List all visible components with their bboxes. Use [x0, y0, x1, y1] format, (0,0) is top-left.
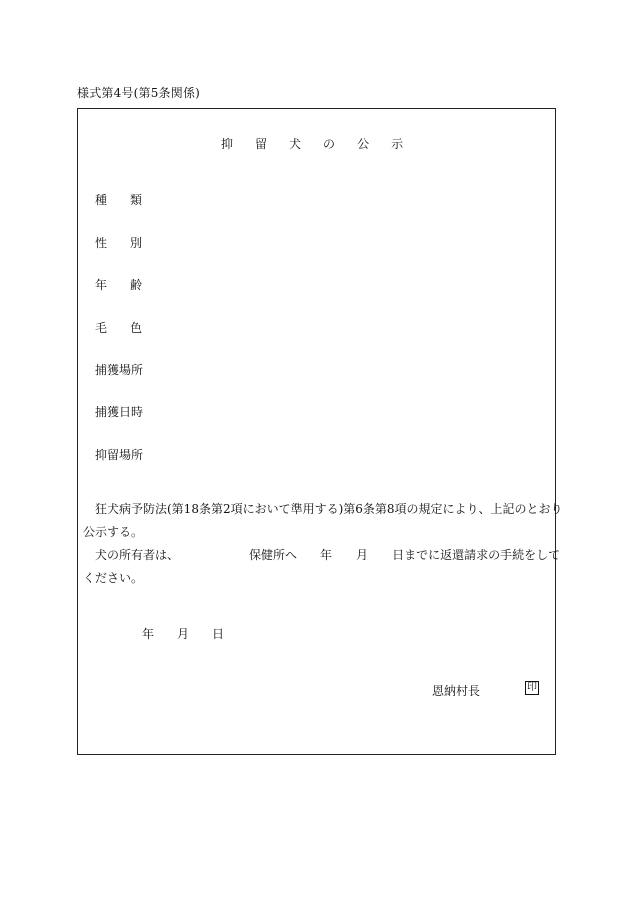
- date-year: 年: [142, 627, 155, 641]
- title-char: 抑: [221, 137, 234, 151]
- title-char: 犬: [289, 137, 302, 151]
- notice-line-3: 犬の所有者は、 保健所へ 年 月 日までに返還請求の手続をして: [95, 548, 561, 562]
- notice-line-2: 公示する。: [83, 525, 144, 539]
- title-char: の: [323, 137, 336, 151]
- field-capture-place: 捕獲場所: [95, 363, 144, 377]
- field-capture-datetime: 捕獲日時: [95, 405, 144, 419]
- title-char: 留: [255, 137, 268, 151]
- document-title: [221, 135, 403, 152]
- date-month: 月: [177, 627, 190, 641]
- mayor-signature: 恩納村長: [432, 684, 481, 698]
- notice-form-frame: [77, 108, 556, 755]
- form-number-label: 様式第4号(第5条関係): [77, 86, 201, 100]
- seal-stamp: 印: [527, 682, 537, 693]
- notice-line-4: ください。: [83, 571, 144, 585]
- notice-line-1: 狂犬病予防法(第18条第2項において準用する)第6条第8項の規定により、上記のとおり: [95, 502, 563, 516]
- field-breed: 種 類: [95, 193, 143, 207]
- title-char: 示: [391, 137, 404, 151]
- field-sex: 性 別: [95, 236, 143, 250]
- date-day: 日: [212, 627, 225, 641]
- field-detention-place: 抑留場所: [95, 448, 144, 462]
- field-age: 年 齢: [95, 278, 143, 292]
- issue-date: [142, 625, 224, 642]
- title-char: 公: [357, 137, 370, 151]
- field-coat-color: 毛 色: [95, 321, 143, 335]
